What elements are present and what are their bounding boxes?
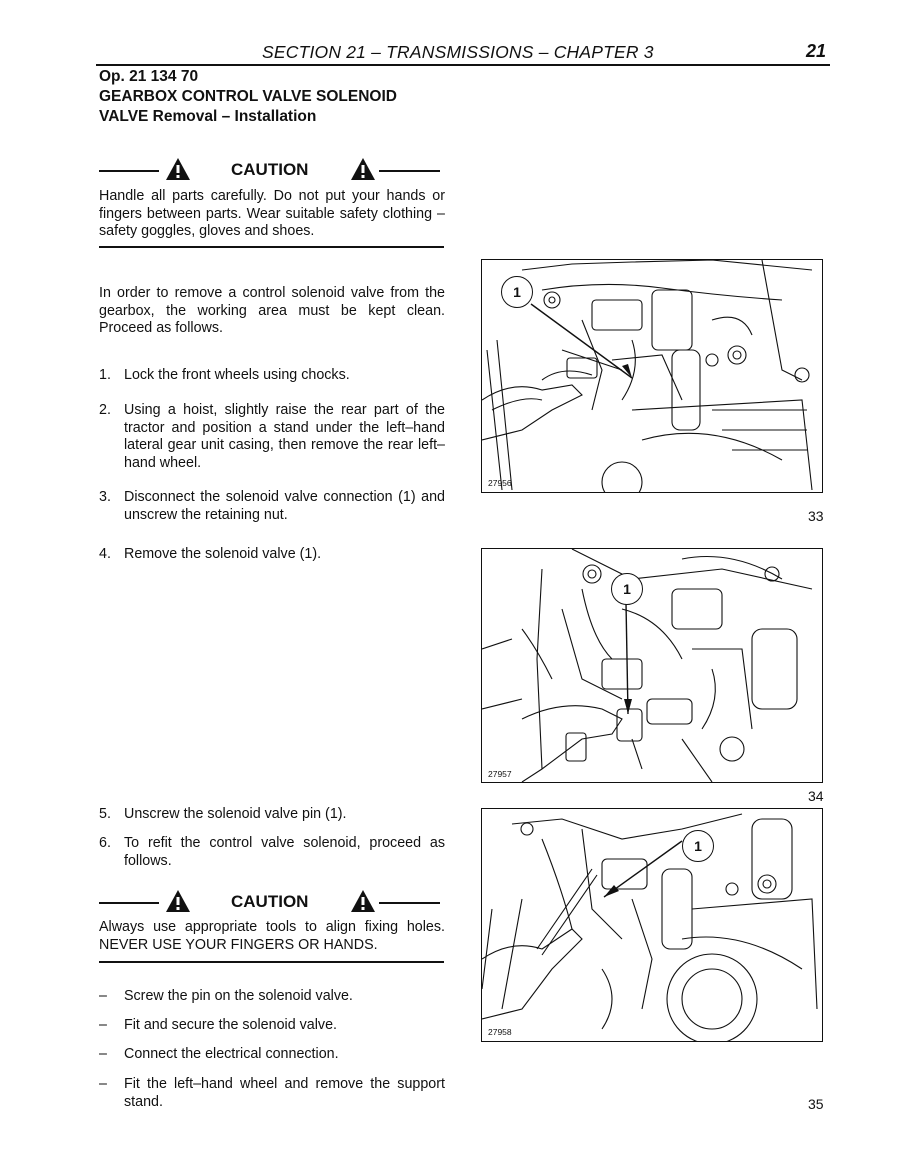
caution-line-left	[99, 170, 159, 172]
operation-title-line1: GEARBOX CONTROL VALVE SOLENOID	[99, 88, 397, 105]
caution-text: Always use appropriate tools to align fixing holes. NEVER USE YOUR FINGERS OR HANDS.	[99, 919, 445, 953]
figure-solenoid-removal	[481, 548, 823, 783]
callout-number: 1	[682, 830, 714, 862]
callout-number: 1	[501, 276, 533, 308]
callout-number: 1	[611, 573, 643, 605]
step-text: To refit the control valve solenoid, proceed as follows.	[124, 835, 445, 869]
step-text: Lock the front wheels using chocks.	[124, 367, 350, 383]
intro-paragraph: In order to remove a control solenoid valve from the gearbox, the working area must be kept clean. Proceed as follows.	[99, 285, 445, 336]
warning-triangle-icon	[165, 889, 191, 913]
figure-code: 27957	[488, 769, 512, 779]
refit-step-text: Screw the pin on the solenoid valve.	[124, 988, 353, 1004]
step-number: 6.	[99, 835, 111, 851]
step-number: 5.	[99, 806, 111, 822]
figure-number: 35	[808, 1096, 824, 1112]
refit-step-text: Fit the left–hand wheel and remove the support stand.	[124, 1076, 445, 1110]
operation-title-line2: VALVE Removal – Installation	[99, 108, 317, 125]
bullet-dash: –	[99, 988, 107, 1004]
figure-number: 33	[808, 508, 824, 524]
bullet-dash: –	[99, 1046, 107, 1062]
caution-line-right	[379, 902, 440, 904]
callout-leader-line	[482, 809, 822, 1041]
step-number: 4.	[99, 546, 111, 562]
step-text: Remove the solenoid valve (1).	[124, 546, 322, 562]
caution-label: CAUTION	[231, 892, 309, 911]
figure-code: 27956	[488, 478, 512, 488]
section-header-title: SECTION 21 – TRANSMISSIONS – CHAPTER 3	[262, 42, 654, 62]
figure-solenoid-pin	[481, 808, 823, 1042]
step-number: 1.	[99, 367, 111, 383]
warning-triangle-icon	[165, 157, 191, 181]
caution-divider	[99, 246, 444, 248]
caution-line-right	[379, 170, 440, 172]
step-text: Using a hoist, slightly raise the rear part of the tractor and position a stand under the left–hand lateral gear unit casing, then remove the rear left–hand wheel.	[124, 402, 445, 471]
figure-code: 27958	[488, 1027, 512, 1037]
refit-step-text: Fit and secure the solenoid valve.	[124, 1017, 337, 1033]
caution-banner	[99, 159, 445, 183]
warning-triangle-icon	[350, 157, 376, 181]
warning-triangle-icon	[350, 889, 376, 913]
operation-code: Op. 21 134 70	[99, 68, 199, 85]
page-number: 21	[805, 41, 826, 61]
caution-line-left	[99, 902, 159, 904]
step-text: Unscrew the solenoid valve pin (1).	[124, 806, 347, 822]
step-number: 3.	[99, 489, 111, 505]
caution-banner	[99, 891, 445, 915]
callout-leader-line	[482, 549, 822, 782]
caution-divider	[99, 961, 444, 963]
figure-number: 34	[808, 788, 824, 804]
header-divider	[96, 64, 830, 66]
figure-solenoid-connection	[481, 259, 823, 493]
step-text: Disconnect the solenoid valve connection (1) and unscrew the retaining nut.	[124, 489, 445, 523]
bullet-dash: –	[99, 1017, 107, 1033]
refit-step-text: Connect the electrical connection.	[124, 1046, 339, 1062]
caution-label: CAUTION	[231, 160, 309, 179]
step-number: 2.	[99, 402, 111, 418]
callout-leader-line	[482, 260, 822, 492]
bullet-dash: –	[99, 1076, 107, 1092]
caution-text: Handle all parts carefully. Do not put your hands or fingers between parts. Wear suitable safety clothing – safety goggles, gloves and shoes.	[99, 188, 445, 239]
